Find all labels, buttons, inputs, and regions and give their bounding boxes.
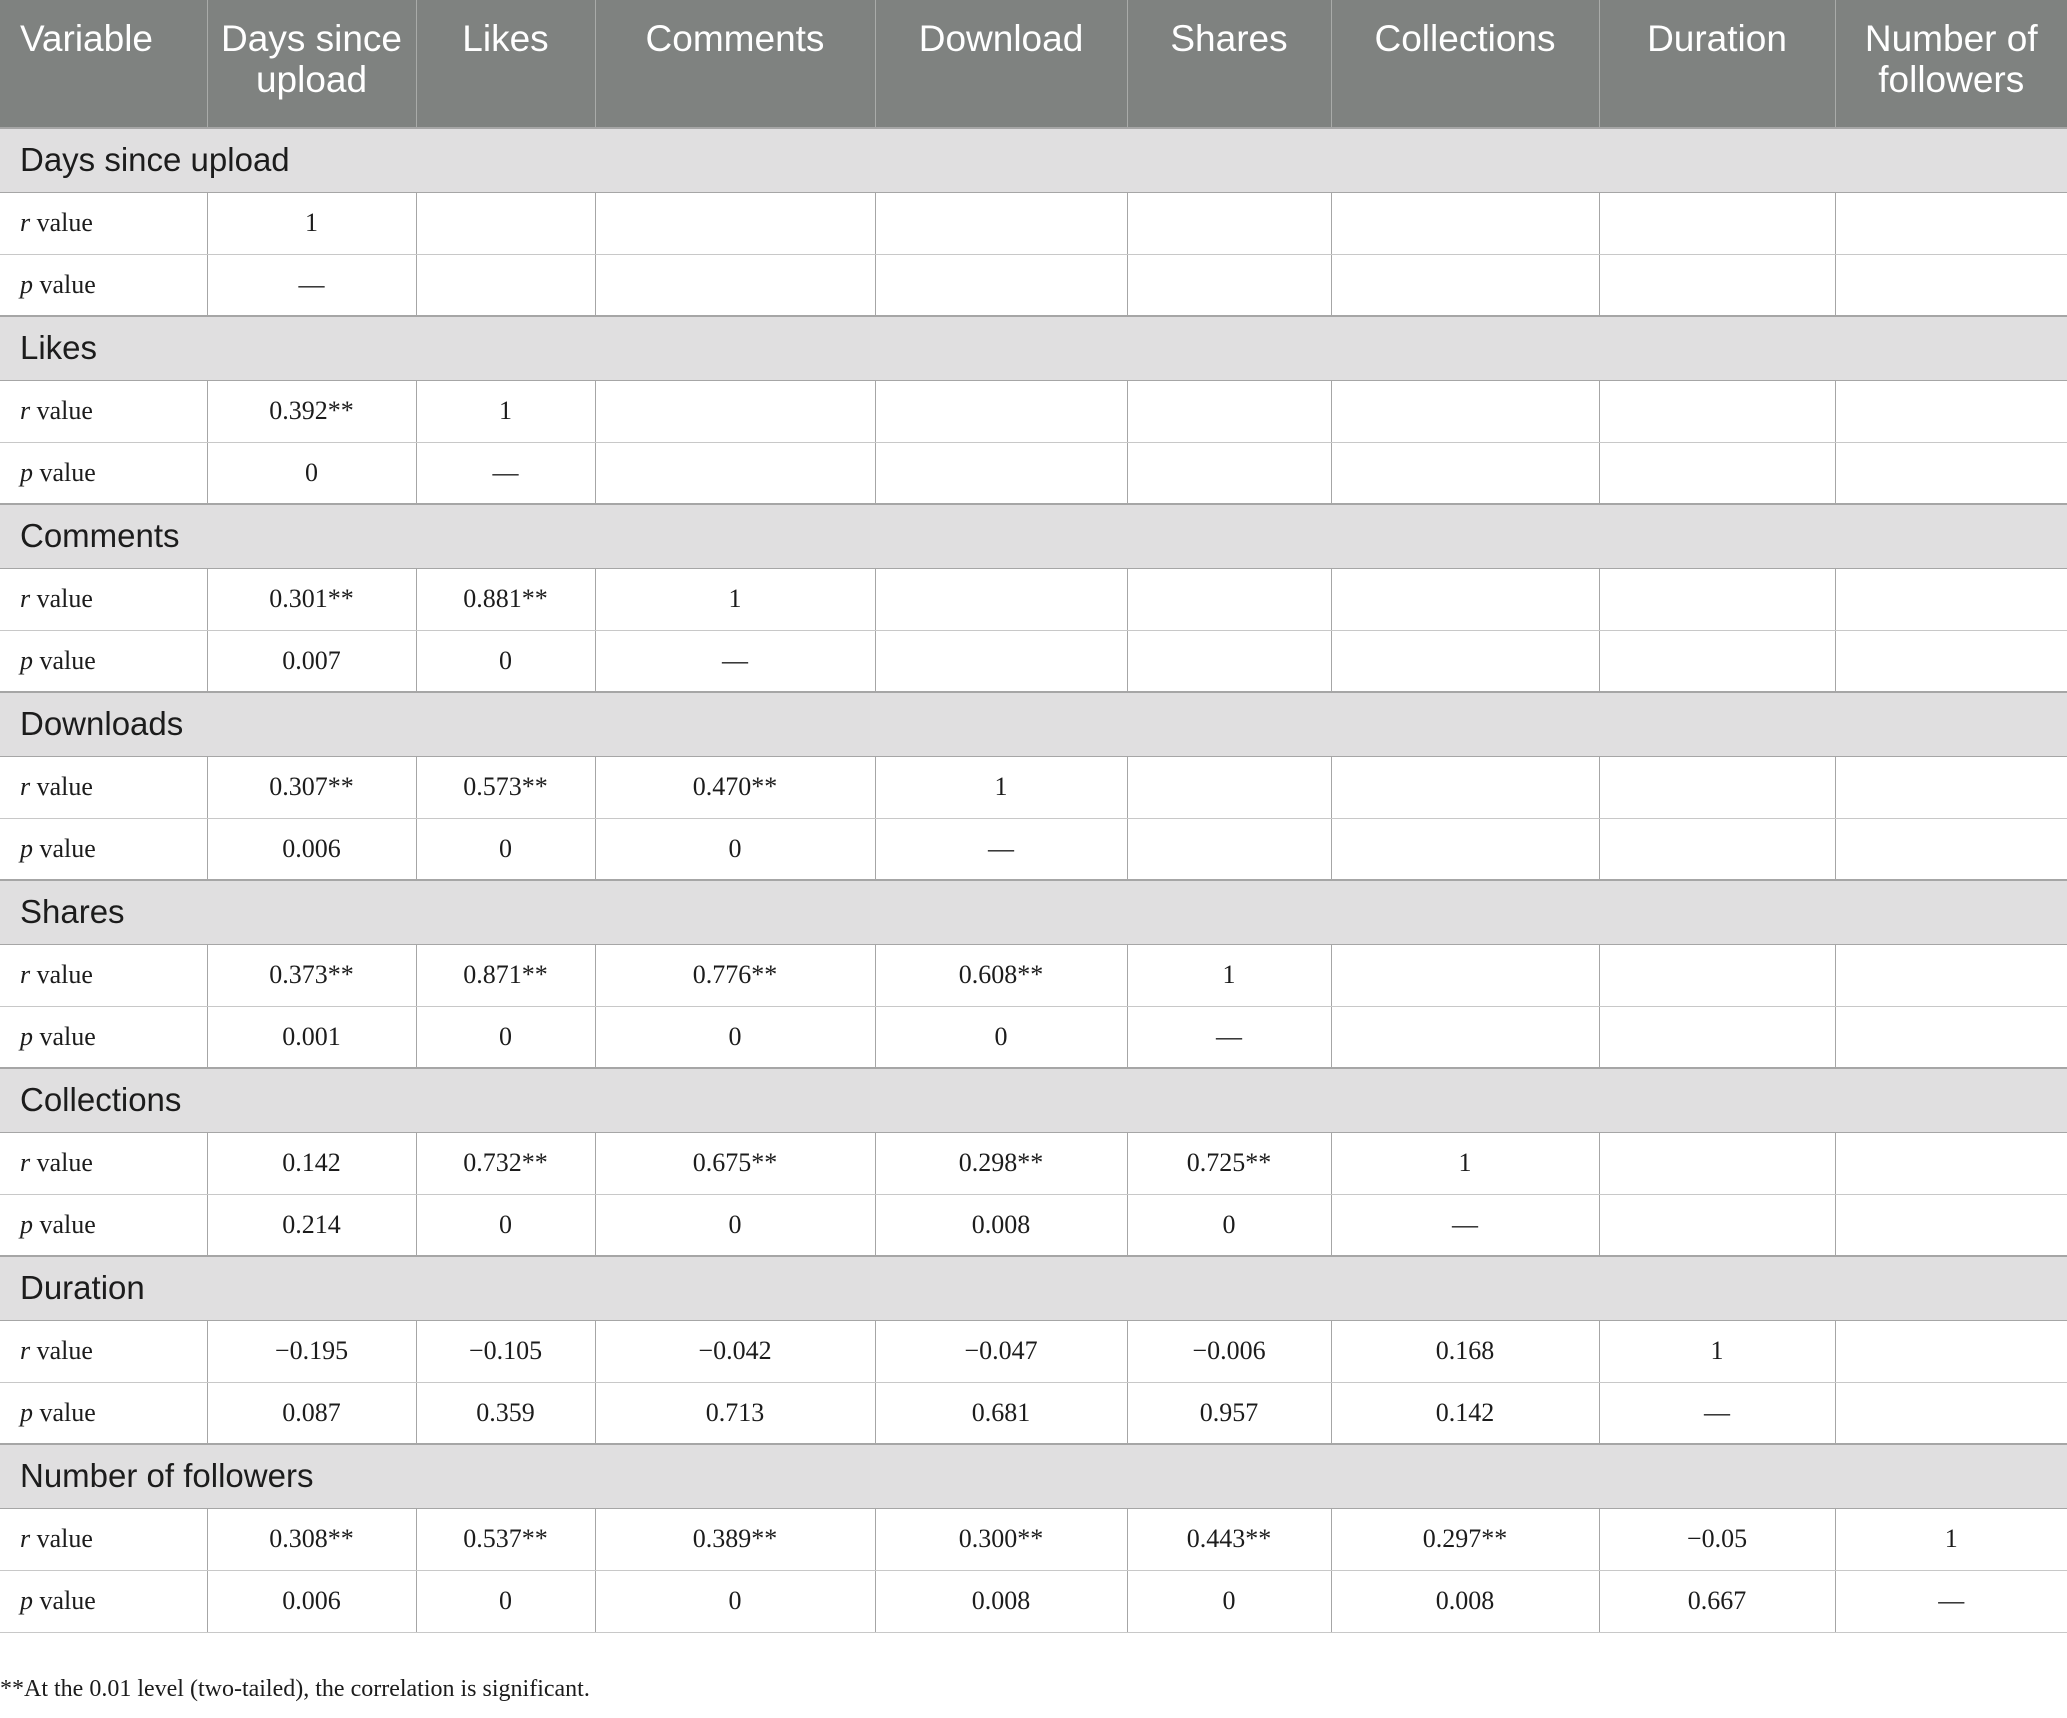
statistic-suffix: value	[33, 1397, 96, 1427]
table-cell: 0	[1127, 1194, 1331, 1256]
table-cell: 0.392**	[207, 380, 416, 442]
table-cell: 0.300**	[875, 1508, 1127, 1570]
table-cell: 0.006	[207, 1570, 416, 1632]
p-value-row	[0, 818, 2067, 880]
table-cell	[1331, 756, 1599, 818]
statistic-suffix: value	[30, 396, 93, 425]
table-cell: 0.713	[595, 1382, 875, 1444]
statistic-suffix: value	[30, 1148, 93, 1177]
statistic-suffix: value	[30, 584, 93, 613]
table-cell	[1835, 1006, 2067, 1068]
statistic-symbol: p	[20, 1397, 33, 1427]
statistic-symbol: r	[20, 1524, 31, 1553]
table-cell	[1331, 380, 1599, 442]
table-cell	[1331, 192, 1599, 254]
group-header-label: Number of followers	[0, 1444, 2067, 1508]
r-value-row	[0, 380, 2067, 442]
p-value-row	[0, 254, 2067, 316]
r-value-row	[0, 1320, 2067, 1382]
statistic-suffix: value	[30, 1524, 93, 1553]
table-cell: 0.297**	[1331, 1508, 1599, 1570]
header-row	[0, 0, 2067, 128]
table-cell	[1835, 1320, 2067, 1382]
r-value-row	[0, 568, 2067, 630]
table-cell: 1	[1835, 1508, 2067, 1570]
p-value-label	[0, 1006, 207, 1068]
group-header-row	[0, 1444, 2067, 1508]
table-cell	[1835, 192, 2067, 254]
statistic-symbol: p	[20, 457, 33, 487]
table-cell: 0	[416, 1194, 595, 1256]
r-value-label	[0, 756, 207, 818]
group-header-label: Duration	[0, 1256, 2067, 1320]
statistic-symbol: r	[20, 584, 31, 613]
p-value-label	[0, 1570, 207, 1632]
group-header-label: Shares	[0, 880, 2067, 944]
table-cell: 0.681	[875, 1382, 1127, 1444]
table-cell: 0.957	[1127, 1382, 1331, 1444]
table-cell: 1	[207, 192, 416, 254]
table-cell: 0.008	[1331, 1570, 1599, 1632]
table-cell	[1599, 442, 1835, 504]
table-cell	[875, 442, 1127, 504]
table-cell	[1127, 756, 1331, 818]
column-header-download: Download	[875, 0, 1127, 128]
table-cell	[1599, 756, 1835, 818]
table-cell	[1599, 568, 1835, 630]
table-cell: −0.042	[595, 1320, 875, 1382]
table-cell	[1599, 818, 1835, 880]
table-cell	[1835, 944, 2067, 1006]
table-cell: —	[595, 630, 875, 692]
table-cell: 0.359	[416, 1382, 595, 1444]
p-value-row	[0, 1570, 2067, 1632]
table-cell: 0.298**	[875, 1132, 1127, 1194]
statistic-suffix: value	[33, 833, 96, 863]
table-body	[0, 128, 2067, 1632]
table-cell	[875, 380, 1127, 442]
table-cell: —	[1331, 1194, 1599, 1256]
table-cell	[416, 254, 595, 316]
table-cell: 0.006	[207, 818, 416, 880]
table-cell	[1331, 630, 1599, 692]
r-value-row	[0, 192, 2067, 254]
statistic-suffix: value	[33, 645, 96, 675]
p-value-label	[0, 442, 207, 504]
p-value-row	[0, 1006, 2067, 1068]
table-cell: 0	[416, 1006, 595, 1068]
table-cell	[1331, 254, 1599, 316]
table-cell: 1	[416, 380, 595, 442]
r-value-row	[0, 1508, 2067, 1570]
column-header-days-since-upload: Days since upload	[207, 0, 416, 128]
table-cell: −0.195	[207, 1320, 416, 1382]
table-cell: 0	[595, 1006, 875, 1068]
table-cell: 0.301**	[207, 568, 416, 630]
group-header-row	[0, 1068, 2067, 1132]
table-cell	[595, 192, 875, 254]
table-cell: 0	[416, 818, 595, 880]
table-cell	[1127, 192, 1331, 254]
table-cell: 0.871**	[416, 944, 595, 1006]
table-cell	[1331, 944, 1599, 1006]
table-cell: 0.007	[207, 630, 416, 692]
table-cell: 0.142	[1331, 1382, 1599, 1444]
table-cell: 1	[595, 568, 875, 630]
table-cell	[1331, 442, 1599, 504]
table-cell: 0.470**	[595, 756, 875, 818]
table-cell	[1331, 1006, 1599, 1068]
group-header-row	[0, 128, 2067, 192]
r-value-label	[0, 192, 207, 254]
table-cell	[875, 254, 1127, 316]
table-cell: 0.142	[207, 1132, 416, 1194]
table-cell: 0	[207, 442, 416, 504]
table-cell: —	[1127, 1006, 1331, 1068]
statistic-symbol: r	[20, 1148, 31, 1177]
column-header-collections: Collections	[1331, 0, 1599, 128]
table-cell: 0	[595, 1570, 875, 1632]
group-header-row	[0, 504, 2067, 568]
table-cell: 0.087	[207, 1382, 416, 1444]
group-header-row	[0, 692, 2067, 756]
table-cell	[1127, 254, 1331, 316]
table-cell: 0.881**	[416, 568, 595, 630]
p-value-row	[0, 1382, 2067, 1444]
p-value-row	[0, 1194, 2067, 1256]
table-cell: 0.307**	[207, 756, 416, 818]
table-cell: 0.608**	[875, 944, 1127, 1006]
group-header-label: Likes	[0, 316, 2067, 380]
table-cell	[1599, 1194, 1835, 1256]
statistic-symbol: p	[20, 645, 33, 675]
group-header-label: Collections	[0, 1068, 2067, 1132]
table-cell: 0	[416, 630, 595, 692]
table-cell	[1599, 192, 1835, 254]
table-cell	[1599, 1132, 1835, 1194]
r-value-row	[0, 756, 2067, 818]
table-cell: −0.006	[1127, 1320, 1331, 1382]
r-value-label	[0, 944, 207, 1006]
p-value-label	[0, 1194, 207, 1256]
table-cell	[1835, 442, 2067, 504]
statistic-symbol: p	[20, 1021, 33, 1051]
r-value-row	[0, 1132, 2067, 1194]
table-cell	[1599, 254, 1835, 316]
p-value-row	[0, 442, 2067, 504]
table-cell: 0.168	[1331, 1320, 1599, 1382]
table-cell	[875, 630, 1127, 692]
statistic-symbol: p	[20, 1586, 33, 1615]
p-value-row	[0, 630, 2067, 692]
column-header-likes: Likes	[416, 0, 595, 128]
table-cell: 0.537**	[416, 1508, 595, 1570]
statistic-suffix: value	[33, 269, 96, 299]
table-cell	[1127, 630, 1331, 692]
statistic-suffix: value	[30, 1336, 93, 1365]
table-cell	[875, 192, 1127, 254]
table-cell: 0.675**	[595, 1132, 875, 1194]
statistic-symbol: r	[20, 208, 31, 237]
table-cell	[875, 568, 1127, 630]
r-value-label	[0, 568, 207, 630]
statistic-suffix: value	[30, 960, 93, 989]
group-header-row	[0, 1256, 2067, 1320]
table-cell: 0	[416, 1570, 595, 1632]
table-cell	[1835, 254, 2067, 316]
table-cell: —	[875, 818, 1127, 880]
table-cell	[1127, 568, 1331, 630]
statistic-symbol: p	[20, 833, 33, 863]
table-cell: —	[416, 442, 595, 504]
table-cell	[595, 442, 875, 504]
table-cell	[1599, 630, 1835, 692]
table-cell: 0	[595, 818, 875, 880]
p-value-label	[0, 254, 207, 316]
statistic-symbol: r	[20, 1336, 31, 1365]
table-cell: 0.373**	[207, 944, 416, 1006]
table-cell: 1	[1331, 1132, 1599, 1194]
group-header-label: Comments	[0, 504, 2067, 568]
p-value-label	[0, 630, 207, 692]
statistic-symbol: p	[20, 269, 33, 299]
table-cell: 0	[875, 1006, 1127, 1068]
r-value-label	[0, 1320, 207, 1382]
table-cell	[1127, 442, 1331, 504]
table-cell: 1	[1599, 1320, 1835, 1382]
group-header-label: Downloads	[0, 692, 2067, 756]
p-value-label	[0, 818, 207, 880]
table-cell: 0.008	[875, 1570, 1127, 1632]
table-cell: 0.001	[207, 1006, 416, 1068]
table-cell: —	[1599, 1382, 1835, 1444]
table-cell: 0.667	[1599, 1570, 1835, 1632]
table-cell	[1835, 1194, 2067, 1256]
table-cell: −0.105	[416, 1320, 595, 1382]
statistic-suffix: value	[33, 1021, 96, 1051]
table-cell: 0.732**	[416, 1132, 595, 1194]
table-cell	[1599, 1006, 1835, 1068]
table-cell: 0.308**	[207, 1508, 416, 1570]
group-header-row	[0, 316, 2067, 380]
statistic-symbol: r	[20, 772, 31, 801]
table-cell: 0.008	[875, 1194, 1127, 1256]
statistic-suffix: value	[30, 772, 93, 801]
table-cell	[1835, 380, 2067, 442]
statistic-suffix: value	[33, 457, 96, 487]
table-cell	[416, 192, 595, 254]
statistic-suffix: value	[30, 208, 93, 237]
table-cell: −0.05	[1599, 1508, 1835, 1570]
group-header-label: Days since upload	[0, 128, 2067, 192]
column-header-number-of-followers: Number of followers	[1835, 0, 2067, 128]
table-cell	[1599, 380, 1835, 442]
table-cell	[1835, 756, 2067, 818]
table-cell: 0.214	[207, 1194, 416, 1256]
statistic-symbol: r	[20, 396, 31, 425]
table-cell	[1127, 818, 1331, 880]
footnote: **At the 0.01 level (two-tailed), the correlation is significant.	[0, 1676, 590, 1702]
table-cell	[595, 380, 875, 442]
statistic-symbol: r	[20, 960, 31, 989]
table-cell: −0.047	[875, 1320, 1127, 1382]
table-cell	[1835, 630, 2067, 692]
r-value-label	[0, 1132, 207, 1194]
table-cell: 0.776**	[595, 944, 875, 1006]
column-header-variable: Variable	[0, 0, 207, 128]
column-header-shares: Shares	[1127, 0, 1331, 128]
r-value-label	[0, 1508, 207, 1570]
table-cell: 0.389**	[595, 1508, 875, 1570]
table-cell	[1331, 568, 1599, 630]
column-header-duration: Duration	[1599, 0, 1835, 128]
table-cell: 0.725**	[1127, 1132, 1331, 1194]
table-cell: —	[1835, 1570, 2067, 1632]
statistic-symbol: p	[20, 1209, 33, 1239]
table-cell: 0	[595, 1194, 875, 1256]
r-value-row	[0, 944, 2067, 1006]
table-cell	[1835, 1382, 2067, 1444]
table-cell: 0.573**	[416, 756, 595, 818]
group-header-row	[0, 880, 2067, 944]
table-cell	[1835, 818, 2067, 880]
table-cell: —	[207, 254, 416, 316]
table-cell	[1127, 380, 1331, 442]
table-cell: 0.443**	[1127, 1508, 1331, 1570]
table-cell: 1	[875, 756, 1127, 818]
statistic-suffix: value	[33, 1209, 96, 1239]
column-header-comments: Comments	[595, 0, 875, 128]
table-cell	[1835, 1132, 2067, 1194]
table-cell: 0	[1127, 1570, 1331, 1632]
table-cell	[1331, 818, 1599, 880]
table-cell	[1599, 944, 1835, 1006]
table-cell: 1	[1127, 944, 1331, 1006]
r-value-label	[0, 380, 207, 442]
statistic-suffix: value	[33, 1586, 96, 1615]
table-cell	[595, 254, 875, 316]
table-cell	[1835, 568, 2067, 630]
p-value-label	[0, 1382, 207, 1444]
